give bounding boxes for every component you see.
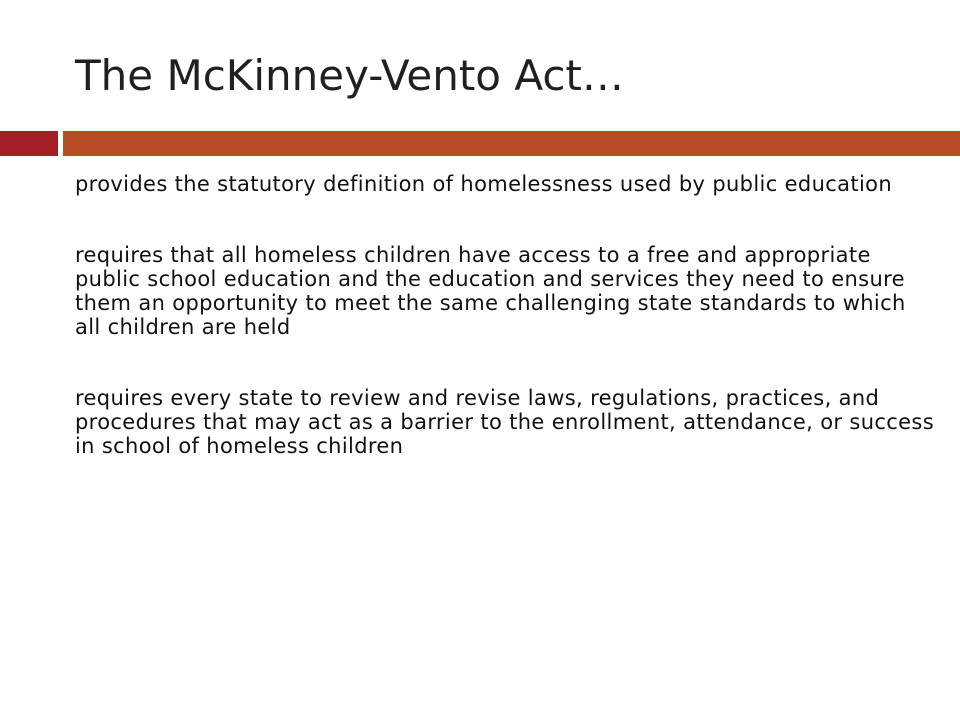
bullet-definition: provides the statutory definition of homelessness used by public education (75, 172, 892, 196)
slide-title: The McKinney-Vento Act… (75, 51, 624, 100)
bullet-access: requires that all homeless children have access to a free and appropriate public school education and the education and services they need to ensure them an opportunity to meet the same challenging state standards to which all children are held (75, 243, 906, 339)
bullet-state-review: requires every state to review and revise laws, regulations, practices, and procedures that may act as a barrier to the enrollment, attendance, or success in school of homeless children (75, 386, 935, 458)
title-accent-bar-left (0, 131, 58, 156)
title-accent-bar-right (63, 131, 960, 156)
bullet-list (75, 172, 937, 458)
